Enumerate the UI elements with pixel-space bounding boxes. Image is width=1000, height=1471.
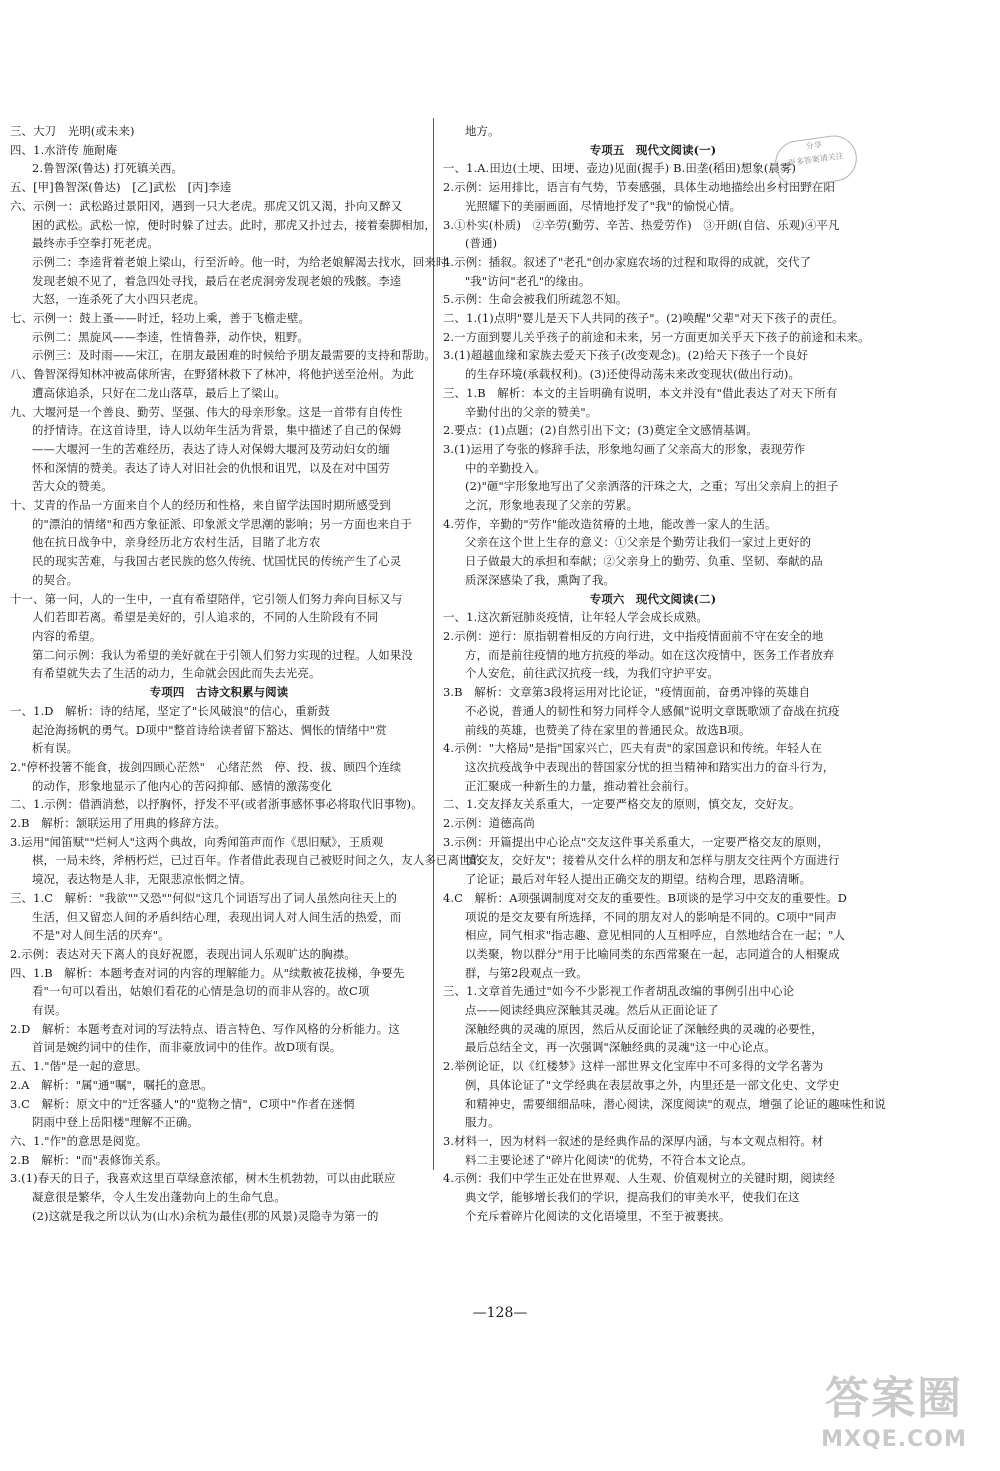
answer-line: 四、1.水浒传 施耐庵	[10, 142, 118, 157]
answer-line: 个人安危，前往武汉抗疫一线，为我们守护平安。	[465, 666, 719, 681]
answer-line: 不是"对人间生活的厌弃"。	[32, 928, 170, 943]
answer-line: 遭高俅追杀，只好在二龙山落草，最后上了梁山。	[32, 385, 286, 400]
answer-line: 2.示例：道德高尚	[443, 816, 535, 831]
answer-line: 起沧海扬帆的勇气。D项中"整首诗给读者留下豁达、惆怅的情绪中"赏	[32, 722, 387, 737]
answer-line: 一、1.A.田边(土埂、田埂、壶边)见面(握手) B.田垄(稻田)想象(晨雾)	[443, 161, 797, 176]
answer-line: 中的辛勤投入。	[465, 460, 546, 475]
answer-line: 困的武松。武松一惊，便时时躲了过去。此时，那虎又扑过去，接着秦脚相加，	[32, 217, 436, 232]
answer-line: 慎交友，交好友"；接着从交什么样的朋友和怎样与朋友交往两个方面进行	[465, 853, 840, 868]
answer-line: 4.示例：我们中学生正处在世界观、人生观、价值观树立的关键时期，阅读经	[443, 1171, 836, 1186]
answer-line: 方，而是前往疫情的地方抗疫的举动。如在这次疫情中，医务工作者放弃	[465, 647, 835, 662]
answer-line: 的动作，形象地显示了他内心的苦闷抑郁、感情的激荡变化	[32, 778, 333, 793]
answer-line: 生活，但又留恋人间的矛盾纠结心理，表现出词人对人间生活的热爱，而	[32, 909, 402, 924]
answer-line: 4.C 解析：A项强调制度对交友的重要性。B项谈的是学习中交友的重要性。D	[443, 890, 847, 905]
right-column	[443, 122, 886, 1225]
stamp-line: 更多答案请关注	[787, 151, 845, 168]
answer-line: 2.B 解析："而"表修饰关系。	[10, 1152, 168, 1167]
answer-line: 质深深感染了我，熏陶了我。	[465, 572, 616, 587]
answer-line: 怀和深情的赞美。表达了诗人对旧社会的仇恨和诅咒，以及在对中国劳	[32, 460, 390, 475]
answer-line: 2.B 解析：颔联运用了用典的修辞方法。	[10, 816, 226, 831]
answer-line: (普通)	[465, 236, 498, 251]
answer-line: (2)这就是我之所以认为(山水)余杭为最佳(那的风景)灵隐寺为第一的	[32, 1208, 379, 1223]
answer-line: 典文学，能够增长我们的学识，提高我们的审美水平，使我们在这	[465, 1190, 800, 1205]
answer-line: 一、1.D 解析：诗的结尾，坚定了"长风破浪"的信心，重新鼓	[10, 703, 330, 718]
answer-line: 发现老娘不见了，着急四处寻找，最后在老虎洞旁发现老娘的残骸。李逵	[32, 273, 402, 288]
answer-line: 有误。	[32, 1003, 67, 1018]
answer-line: 之沉，形象地表现了父亲的劳累。	[465, 498, 639, 513]
answer-line: 料二主要论述了"碎片化阅读"的优势，不符合本文论点。	[465, 1152, 753, 1167]
answer-line: 看"一句可以看出，姑娘们看花的心情是急切的而非从容的。故C项	[32, 984, 370, 999]
answer-line: 3.①朴实(朴质) ②辛劳(勤劳、辛苦、热爱劳作) ③开朗(自信、乐观)④平凡	[443, 217, 840, 232]
answer-line: 一、1.这次新冠肺炎疫情，让年轻人学会成长成熟。	[443, 610, 709, 625]
answer-line: 三、1.B 解析：本文的主旨明确有说明，本文并没有"借此表达了对天下所有	[443, 385, 838, 400]
section-heading: 专项四 古诗文积累与阅读	[149, 685, 289, 700]
answer-line: 二、1.(1)点明"婴儿是天下人共同的孩子"。(2)唤醒"父辈"对天下孩子的责任。	[443, 311, 844, 326]
answer-line: 这次抗疫战争中表现出的替国家分忧的担当精神和踏实出力的奋斗行为，	[465, 759, 835, 774]
answer-line: 第二问示例：我认为希望的美好就在于引领人们努力实现的过程。人如果没	[32, 647, 413, 662]
answer-line: 日子做最大的承担和奉献；②父亲身上的勤劳、负重、坚韧、奉献的品	[465, 554, 823, 569]
answer-line: 十一、第一问，人的一生中，一直有希望陪伴，它引领人们努力奔向目标又与	[10, 591, 403, 606]
answer-line: (2)"砸"字形象地写出了父亲洒落的汗珠之大，之重；写出父亲肩上的担子	[465, 479, 839, 494]
answer-line: 棋，一局未终，斧柄朽烂，已过百年。作者借此表现自己被贬时间之久，友人多已离世的	[32, 853, 483, 868]
answer-line: 十、艾青的作品一方面来自个人的经历和性格，来自留学法国时期所感受到	[10, 498, 391, 513]
answer-line: 八、鲁智深得知林冲被高俅所害，在野猪林救下了林冲，将他护送至沧州。为此	[10, 367, 414, 382]
watermark-title: 答案圈	[825, 1373, 963, 1424]
answer-line: 前线的英雄，也赞美了待在家里的普通民众。故选B项。	[465, 722, 751, 737]
stamp-line: 分享	[805, 140, 823, 152]
answer-line: 示例三：及时雨——宋江，在朋友最困难的时候给予朋友最需要的支持和帮助。	[32, 348, 436, 363]
answer-line: 不必说，普通人的韧性和努力同样令人感佩"说明文章既歌颂了奋战在抗疫	[465, 703, 840, 718]
answer-line: 3.(1)运用了夸张的修辞手法，形象地勾画了父亲高大的形象，表现劳作	[443, 441, 806, 456]
answer-line: 示例二：李逵背着老娘上梁山，行至沂岭。他一时，为给老娘解渴去找水，回来时	[32, 254, 448, 269]
answer-line: 地方。	[465, 124, 500, 138]
answer-line: 父亲在这个世上生存的意义：①父亲是个勤劳让我们一家过上更好的	[465, 535, 812, 550]
answer-line: 2.要点：(1)点题；(2)自然引出下文；(3)奠定全文感情基调。	[443, 423, 758, 438]
answer-line: 最后总结全文，再一次强调"深触经典的灵魂"这一中心论点。	[465, 1040, 776, 1055]
column-divider	[433, 118, 434, 1170]
answer-line: 以类聚，物以群分"用于比喻同类的东西常聚在一起，志同道合的人相聚成	[465, 946, 840, 961]
answer-line: 2.举例论证，以《红楼梦》这样一部世界文化宝库中不可多得的文学名著为	[443, 1059, 824, 1074]
answer-line: 正汇聚成一种新生的力量，推动着社会前行。	[465, 778, 696, 793]
answer-line: 六、1."作"的意思是阅览。	[10, 1133, 148, 1148]
answer-line: 群，与第2段观点一致。	[465, 965, 588, 980]
answer-line: 五、1."偕"是一起的意思。	[10, 1059, 148, 1074]
section-heading: 专项六 现代文阅读(二)	[589, 591, 717, 606]
answer-line: 有希望就失去了生活的动力，生命就会因此而失去光亮。	[32, 666, 321, 681]
answer-line: 4.示例：插叙。叙述了"老孔"创办家庭农场的过程和取得的成就，交代了	[443, 254, 812, 269]
answer-line: 的生存环境(承载权利)。(3)还使得动荡未来改变现状(做出行动)。	[465, 367, 801, 382]
answer-line: 七、示例一：鼓上蚤——时迁，轻功上乘，善于飞檐走壁。	[10, 311, 311, 326]
answer-line: 3.B 解析：文章第3段将运用对比论证，"疫情面前，奋勇冲锋的英雄自	[443, 685, 811, 700]
watermark-logo	[794, 1371, 994, 1463]
answer-line: 五、[甲]鲁智深(鲁达) [乙]武松 [丙]李逵	[10, 180, 232, 195]
answer-line: 二、1.交友择友关系重大，一定要严格交友的原则，慎交友，交好友。	[443, 797, 801, 812]
answer-line: 六、示例一：武松路过景阳冈，遇到一只大老虎。那虎又饥又渴，扑向又醉又	[10, 198, 403, 213]
answer-line: 首词是婉约词中的佳作，而非豪放词中的佳作。故D项有误。	[32, 1040, 342, 1055]
answer-line: 内容的希望。	[32, 628, 102, 643]
answer-line: 2."停杯投箸不能食，拔剑四顾心茫然" 心绪茫然 停、投、拔、顾四个连续	[10, 759, 402, 774]
answer-line: 二、1.示例：借酒消愁，以抒胸怀，抒发不平(或者浙事感怀事必将取代旧事物)。	[10, 797, 423, 812]
answer-line: 项说的是交友要有所选择，不同的朋友对人的影响是不同的。C项中"同声	[465, 909, 838, 924]
answer-line: 个充斥着碎片化阅读的文化语境里，不至于被裹挟。	[465, 1208, 731, 1223]
answer-line: 苦大众的赞美。	[32, 479, 113, 494]
answer-line: 3.(1)春天的日子，我喜欢这里百草绿意浓郁，树木生机勃勃，可以由此联应	[10, 1171, 396, 1186]
answer-line: 和精神史，需要细细品味，潜心阅读，深度阅读"的观点，增强了论证的趣味性和说	[465, 1096, 886, 1111]
answer-line: 3.运用"闻笛赋""烂柯人"这两个典故，向秀闻笛声而作《思旧赋》，王质观	[10, 834, 384, 849]
answer-line: 3.C 解析：原文中的"迁客骚人"的"览物之情"，C项中"作者在迷惘	[10, 1096, 355, 1111]
answer-line: 最终赤手空拳打死老虎。	[32, 236, 159, 251]
answer-line: 的抒情诗。在这首诗里，诗人以幼年生活为背景，集中描述了自己的保姆	[32, 423, 402, 438]
answer-line: 三、1.C 解析："我欲""又恐""何似"这几个词语写出了词人虽然向往天上的	[10, 890, 398, 905]
watermark-site: MXQE.COM	[821, 1427, 967, 1452]
answer-line: 3.(1)超越血缘和家族去爱天下孩子(改变观念)。(2)给天下孩子一个良好	[443, 348, 809, 363]
answer-line: 凝意很是繁华，令人生发出蓬勃向上的生命气息。	[32, 1190, 286, 1205]
answer-line: 2.示例：运用排比，语言有气势，节奏感强，具体生动地描绘出乡村田野在阳	[443, 180, 836, 195]
answer-line: 民的现实苦难，与我国古老民族的悠久传统、忧国忧民的传统产生了心灵	[32, 554, 402, 569]
answer-line: 辛勤付出的父亲的赞美"。	[465, 404, 598, 419]
section-heading: 专项五 现代文阅读(一)	[589, 142, 717, 157]
answer-line: 人们若即若离。希望是美好的，引人追求的，不同的人生阶段有不同	[32, 610, 379, 625]
answer-line: 光照耀下的美丽画面，尽情地抒发了"我"的愉悦心情。	[465, 198, 742, 213]
page-number: —128—	[472, 1305, 528, 1321]
answer-line: 2.示例：表达对天下离人的良好祝愿，表现出词人乐观旷达的胸襟。	[10, 946, 356, 961]
answer-line: 5.示例：生命会被我们所疏忽不知。	[443, 292, 628, 307]
answer-line: 大怒，一连杀死了大小四只老虎。	[32, 292, 206, 307]
answer-line: ——大堰河一生的苦难经历，表达了诗人对保姆大堰河及劳动妇女的缅	[32, 441, 390, 456]
answer-line: 例，具体论证了"文学经典在表层故事之外，内里还是一部文化史、文学史	[465, 1077, 840, 1092]
answer-line: 2.A 解析："属"通"嘱"，嘱托的意思。	[10, 1077, 213, 1092]
answer-line: 析有误。	[32, 741, 79, 756]
answer-line: 3.材料一，因为材料一叙述的是经典作品的深厚内涵，与本文观点相符。材	[443, 1133, 824, 1148]
answer-line: 境况，表达物是人非，无限悲凉怅惘之情。	[32, 872, 252, 887]
answer-line: 了论证；最后对年轻人提出正确交友的期望。结构合理，思路清晰。	[465, 872, 812, 887]
answer-line: 示例二：黑旋风——李逵，性情鲁莽，动作快，粗野。	[32, 329, 309, 344]
answer-line: 4.示例："大格局"是指"国家兴亡，匹夫有责"的家国意识和传统。年轻人在	[443, 741, 822, 756]
answer-line: 的"漂泊的情绪"和西方象征派、印象派文学思潮的影响；另一方面也来自于	[32, 516, 413, 531]
answer-line: 阴雨中登上岳阳楼"理解不正确。	[32, 1115, 199, 1130]
answer-line: 2.D 解析：本题考查对词的写法特点、语言特色、写作风格的分析能力。这	[10, 1021, 400, 1036]
answer-line: 相应，同气相求"指志趣、意见相同的人互相呼应，自然地结合在一起；"人	[465, 928, 846, 943]
answer-line: 三、1.文章首先通过"如今不少影视工作者胡乱改编的事例引出中心论	[443, 984, 795, 999]
answer-line: 的契合。	[32, 572, 79, 587]
answer-line: 4.劳作，辛勤的"劳作"能改造贫瘠的土地，能改善一家人的生活。	[443, 516, 777, 531]
answer-line: 点——阅读经典应深触其灵魂。然后从正面论证了	[465, 1003, 719, 1018]
answer-line: 2.一方面到婴儿关乎孩子的前途和未来，另一方面更加关乎天下孩子的前途和未来。	[443, 329, 870, 344]
answer-line: 三、大刀 光明(或未来)	[10, 124, 135, 138]
answer-line: 他在抗日战争中，亲身经历北方农村生活，目睹了北方农	[32, 535, 321, 550]
answer-line: 九、大堰河是一个善良、勤劳、坚强、伟大的母亲形象。这是一首带有自传性	[10, 404, 403, 419]
answer-line: "我"访问"老孔"的缘由。	[465, 273, 591, 288]
answer-line: 2.鲁智深(鲁达) 打死镇关西。	[32, 161, 184, 176]
answer-line: 2.示例：逆行：原指朝着相反的方向行进，文中指疫情面前不守在安全的地	[443, 628, 824, 643]
answer-line: 服力。	[465, 1115, 500, 1130]
answer-line: 3.示例：开篇提出中心论点"交友这件事关系重大，一定要严格交友的原则，	[443, 834, 829, 849]
answer-line: 深触经典的灵魂的原因，然后从反面论证了深触经典的灵魂的必要性，	[465, 1021, 823, 1036]
answer-line: 四、1.B 解析：本题考查对词的内容的理解能力。从"续敷被花拔梯，争要先	[10, 965, 405, 980]
